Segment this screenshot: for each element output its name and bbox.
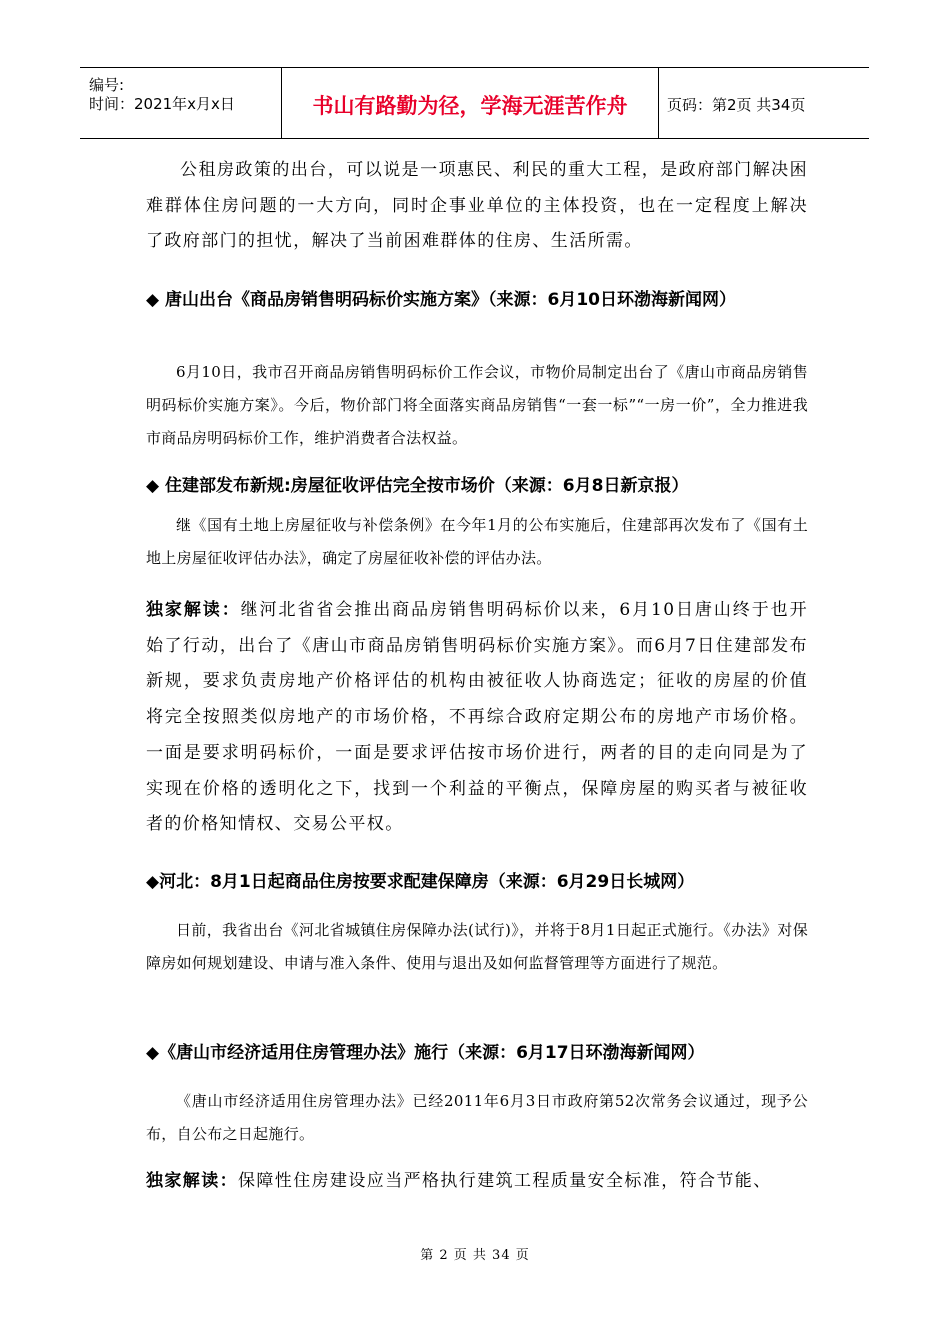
header-page-info: 页码：第2页 共34页 xyxy=(667,96,806,114)
page-footer: 第 2 页 共 34 页 xyxy=(420,1248,530,1263)
document-date: 时间：2021年x月x日 xyxy=(89,95,235,113)
news-heading-1: ◆ 唐山出台《商品房销售明码标价实施方案》（来源：6月10日环渤海新闻网） xyxy=(146,290,736,310)
analysis-text-1: 继河北省省会推出商品房销售明码标价以来，6月10日唐山终于也开始了行动，出台了《唐山市商品房销售明码标价实施方案》。而6月7日住建部发布新规，要求负责房地产价格评估的机构由被征收人协商选定；征收的房屋的价值将完全按照类似房地产的市场价格，不再综合政府定期公布的房地产市场价格。一面是要求明码标价，一面是要求评估按市场价进行，两者的目的走向同是为了实现在价格的透明化之下，找到一个利益的平衡点，保障房屋的购买者与被征收者的价格知情权、交易公平权。 xyxy=(146,600,808,835)
document-number-label: 编号: xyxy=(89,76,125,94)
header-motto: 书山有路勤为径，学海无涯苦作舟 xyxy=(312,94,628,118)
analysis-lead-2: 独家解读： xyxy=(146,1171,238,1191)
header-page-cell xyxy=(659,68,869,138)
intro-paragraph: 公租房政策的出台，可以说是一项惠民、利民的重大工程，是政府部门解决困难群体住房问题的一大方向，同时企事业单位的主体投资，也在一定程度上解决了政府部门的担忧，解决了当前困难群体的住房、生活所需。 xyxy=(146,160,808,252)
analysis-lead-1: 独家解读： xyxy=(146,600,241,620)
news-paragraph-3: 日前，我省出台《河北省城镇住房保障办法(试行)》，并将于8月1日起正式施行。《办法》对保障房如何规划建设、申请与准入条件、使用与退出及如何监督管理等方面进行了规范。 xyxy=(146,921,808,972)
news-paragraph-2: 继《国有土地上房屋征收与补偿条例》在今年1月的公布实施后，住建部再次发布了《国有土地上房屋征收评估办法》，确定了房屋征收补偿的评估办法。 xyxy=(146,516,808,567)
header-meta-cell xyxy=(80,68,282,138)
document-header xyxy=(80,67,869,139)
analysis-paragraph-2 xyxy=(146,1164,808,1200)
header-motto-cell xyxy=(282,68,659,138)
news-heading-4: ◆《唐山市经济适用住房管理办法》施行（来源：6月17日环渤海新闻网） xyxy=(146,1043,705,1063)
news-heading-2: ◆ 住建部发布新规:房屋征收评估完全按市场价（来源：6月8日新京报） xyxy=(146,476,689,496)
news-heading-3: ◆河北：8月1日起商品住房按要求配建保障房（来源：6月29日长城网） xyxy=(146,872,695,892)
news-paragraph-1: 6月10日，我市召开商品房销售明码标价工作会议，市物价局制定出台了《唐山市商品房销售明码标价实施方案》。今后，物价部门将全面落实商品房销售“一套一标”“一房一价”，全力推进我市商品房明码标价工作，维护消费者合法权益。 xyxy=(146,363,808,447)
news-paragraph-4: 《唐山市经济适用住房管理办法》已经2011年6月3日市政府第52次常务会议通过，现予公布，自公布之日起施行。 xyxy=(146,1092,808,1143)
analysis-text-2: 保障性住房建设应当严格执行建筑工程质量安全标准，符合节能、 xyxy=(238,1171,772,1191)
analysis-paragraph-1 xyxy=(146,593,808,843)
